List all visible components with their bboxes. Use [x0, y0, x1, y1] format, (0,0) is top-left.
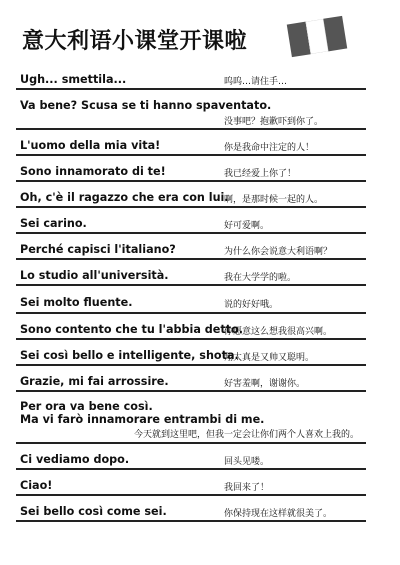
phrase-row: [16, 66, 370, 90]
chinese-translation: 为什么你会说意大利语啊？: [224, 247, 333, 257]
row-divider: [16, 364, 366, 366]
phrase-row: [16, 342, 370, 366]
phrase-row: [16, 158, 370, 182]
italian-phrase: Ci vediamo dopo.: [20, 453, 130, 466]
row-divider: [16, 312, 366, 314]
row-divider: [16, 88, 366, 90]
chinese-translation: 你保持现在这样就很美了。: [224, 509, 333, 519]
row-divider: [16, 520, 366, 522]
italian-phrase: Per ora va bene così.: [20, 400, 153, 413]
row-divider: [16, 206, 366, 208]
italian-phrase: Ugh... smettila...: [20, 73, 127, 86]
row-divider: [16, 284, 366, 286]
chinese-translation: 说的好好哦。: [224, 300, 279, 310]
italian-phrase: Sei così bello e intelligente, shota.: [20, 349, 239, 362]
italian-phrase: Sei carino.: [20, 217, 87, 230]
italian-flag-icon: [287, 16, 347, 57]
row-divider: [16, 338, 366, 340]
italian-phrase: Sei bello così come sei.: [20, 505, 167, 518]
phrase-row: [16, 262, 370, 286]
italian-phrase: Perché capisci l'italiano?: [20, 243, 176, 256]
row-divider: [16, 442, 366, 444]
phrase-row: [16, 210, 370, 234]
chinese-translation: 好可爱啊。: [224, 221, 270, 231]
row-divider: [16, 128, 366, 130]
chinese-translation: 好害羞啊，谢谢你。: [224, 379, 306, 389]
chinese-translation: 呜呜…请住手…: [224, 77, 288, 87]
italian-phrase: Oh, c'è il ragazzo che era con lui.: [20, 191, 229, 204]
row-divider: [16, 232, 366, 234]
italian-phrase: Sei molto fluente.: [20, 296, 133, 309]
chinese-translation: 你是我命中注定的人！: [224, 143, 315, 153]
italian-phrase: L'uomo della mia vita!: [20, 139, 161, 152]
phrase-row: [16, 132, 370, 156]
italian-phrase: Va bene? Scusa se ti hanno spaventato.: [20, 99, 272, 112]
chinese-translation: 我回来了！: [224, 483, 270, 493]
italian-phrase: Ciao!: [20, 479, 53, 492]
phrase-row: [16, 236, 370, 260]
chinese-translation: 啊，是那时候一起的人。: [224, 195, 324, 205]
italian-phrase: Sono contento che tu l'abbia detto.: [20, 323, 244, 336]
flag-stripe-right: [324, 16, 348, 52]
chinese-translation: 翔太真是又帅又聪明。: [224, 353, 315, 363]
chinese-translation: 我在大学学的啦。: [224, 273, 297, 283]
italian-phrase: Grazie, mi fai arrossire.: [20, 375, 169, 388]
row-divider: [16, 468, 366, 470]
phrase-row: [16, 368, 370, 392]
row-divider: [16, 494, 366, 496]
phrase-row: [16, 316, 370, 340]
italian-phrase-line2: Ma vi farò innamorare entrambi di me.: [20, 413, 265, 426]
phrase-row: [16, 288, 370, 314]
chinese-translation: 我已经爱上你了！: [224, 169, 297, 179]
phrase-row: [16, 394, 370, 444]
row-divider: [16, 154, 366, 156]
page-title: 意大利语小课堂开课啦: [22, 29, 248, 54]
italian-phrase: Lo studio all'università.: [20, 269, 169, 282]
phrase-row: [16, 472, 370, 496]
chinese-translation: 没事吧？抱歉吓到你了。: [224, 117, 324, 127]
phrase-row: [16, 184, 370, 208]
phrase-row: [16, 92, 370, 130]
phrase-row: [16, 498, 370, 522]
italian-phrase: Sono innamorato di te!: [20, 165, 166, 178]
row-divider: [16, 390, 366, 392]
row-divider: [16, 258, 366, 260]
chinese-translation: 今天就到这里吧，但我一定会让你们两个人喜欢上我的。: [134, 430, 360, 440]
row-divider: [16, 180, 366, 182]
phrase-row: [16, 446, 370, 470]
chinese-translation: 你愿意这么想我很高兴啊。: [224, 327, 333, 337]
chinese-translation: 回头见喽。: [224, 457, 270, 467]
